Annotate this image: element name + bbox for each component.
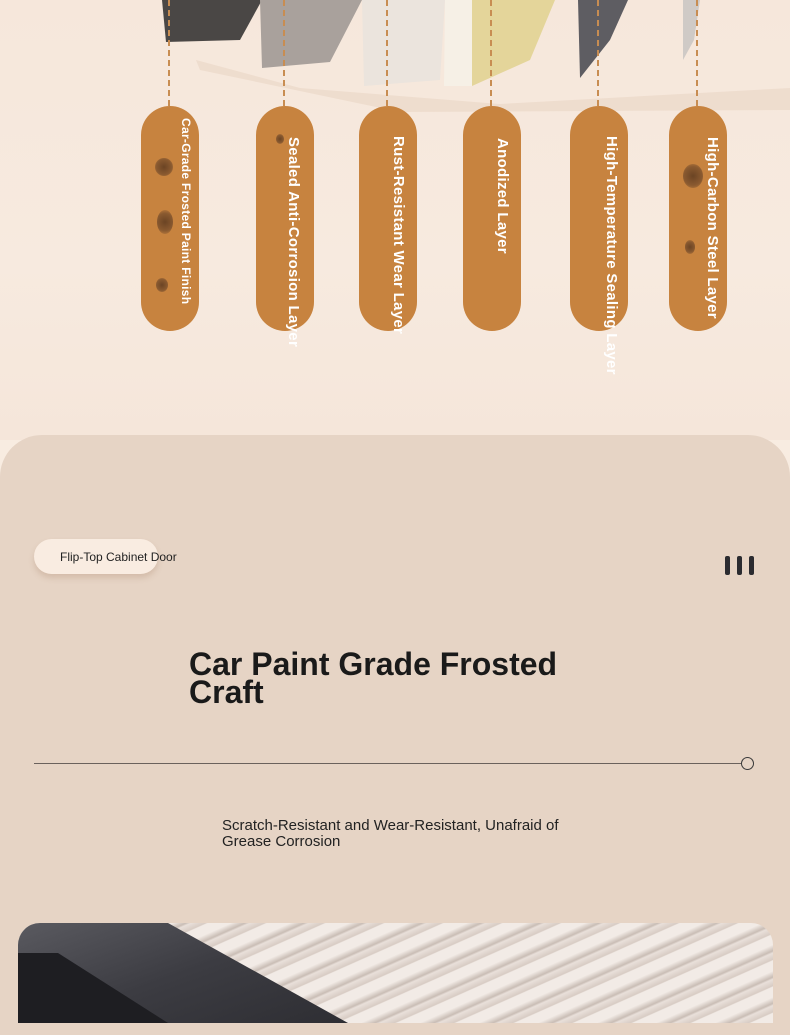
layer-label: Anodized Layer (494, 138, 511, 254)
rust-spot-icon (157, 210, 173, 234)
connector-line (283, 0, 285, 106)
layer-pill (359, 106, 417, 335)
divider-line (34, 763, 742, 764)
layer-item-rust (359, 0, 417, 340)
section-headline: Car Paint Grade Frosted Craft (189, 646, 558, 710)
layer-pill (570, 106, 628, 375)
layer-label: Sealed Anti-Corrosion Layer (285, 137, 302, 348)
layer-item-anodized (463, 0, 521, 340)
layer-item-car-grade (141, 0, 199, 340)
layer-pill (463, 106, 521, 331)
rust-spot-icon (155, 158, 173, 176)
layer-pill (669, 106, 727, 331)
product-photo (18, 923, 773, 1023)
connector-line (490, 0, 492, 106)
layer-pill (141, 106, 199, 331)
layer-diagram (0, 0, 790, 440)
layer-label: High-Temperature Sealing Layer (603, 136, 620, 375)
layer-item-hightemp (570, 0, 628, 375)
connector-line (168, 0, 170, 106)
section-subtitle: Scratch-Resistant and Wear-Resistant, Unafraid of Grease Corrosion (222, 817, 559, 850)
layer-label: High-Carbon Steel Layer (704, 137, 721, 319)
category-tag-label: Flip-Top Cabinet Door (60, 550, 177, 564)
connector-line (386, 0, 388, 106)
layer-label: Car-Grade Frosted Paint Finish (179, 118, 193, 305)
divider-end-dot (741, 757, 754, 770)
layer-item-highcarbon (669, 0, 727, 340)
rust-spot-icon (683, 164, 703, 188)
connector-line (696, 0, 698, 106)
layer-item-sealed (256, 0, 314, 348)
layer-pill (256, 106, 314, 348)
rust-spot-icon (156, 278, 168, 292)
layer-label: Rust-Resistant Wear Layer (390, 136, 407, 335)
category-tag[interactable] (34, 539, 177, 574)
rust-spot-icon (685, 240, 695, 254)
connector-line (597, 0, 599, 106)
menu-bars-icon[interactable] (725, 556, 757, 576)
rust-spot-icon (276, 134, 284, 144)
